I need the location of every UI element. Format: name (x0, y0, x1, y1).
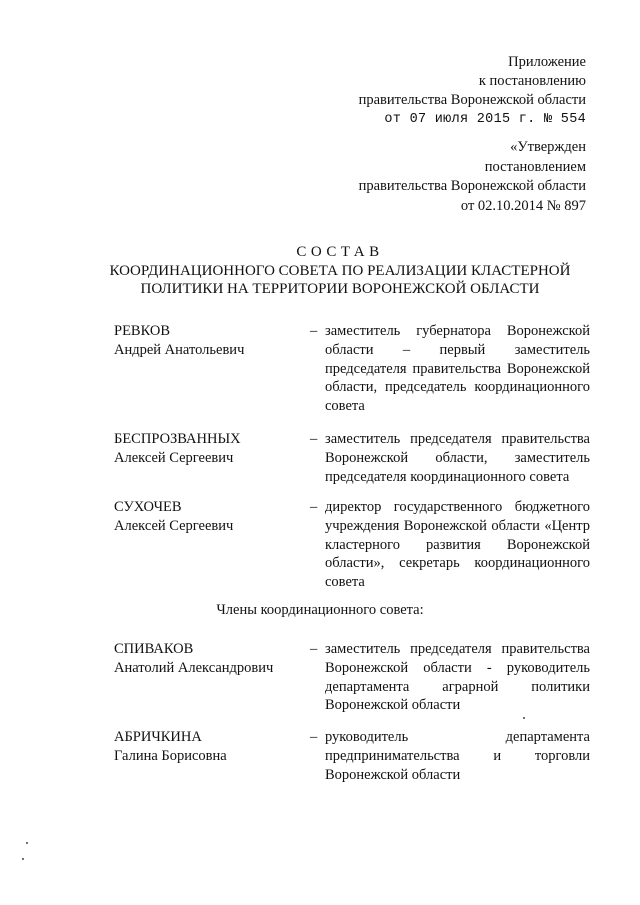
appendix-header (359, 53, 586, 129)
member-surname: БЕСПРОЗВАННЫХ (114, 431, 241, 447)
resolution-date-number: от 07 июля 2015 г. № 554 (384, 112, 586, 127)
title-word: СОСТАВ (296, 244, 384, 260)
dash-separator: – (310, 499, 318, 515)
dash-separator: – (310, 729, 318, 745)
document-title (90, 243, 590, 299)
member-given-name: Анатолий Александрович (114, 659, 274, 676)
member-name (114, 640, 304, 678)
dash-separator: – (310, 431, 318, 447)
approved-line-1: «Утвержден (510, 139, 586, 155)
approved-line-4: от 02.10.2014 № 897 (460, 197, 586, 214)
approved-block (359, 138, 586, 216)
member-role: заместитель председателя правительства Воронежской области, заместитель председателя координационного совета (325, 431, 590, 485)
member-surname: РЕВКОВ (114, 323, 171, 339)
member-given-name: Алексей Сергеевич (114, 517, 234, 534)
member-name (114, 498, 304, 536)
member-name (114, 728, 304, 766)
approved-line-3: правительства Воронежской области (358, 178, 586, 194)
dash-separator: – (310, 641, 318, 657)
member-name (114, 322, 304, 360)
dash-separator: – (310, 323, 318, 339)
member-surname: СПИВАКОВ (114, 641, 194, 657)
member-given-name: Галина Борисовна (114, 747, 227, 764)
scan-speck (26, 842, 28, 844)
to-resolution-label: к постановлению (478, 73, 586, 89)
member-role: заместитель губернатора Воронежской области – первый заместитель председателя правительства Воронежской области, председатель координационного совета (325, 323, 590, 415)
title-line-1: КООРДИНАЦИОННОГО СОВЕТА ПО РЕАЛИЗАЦИИ КЛАСТЕРНОЙ (109, 262, 571, 279)
member-role: заместитель председателя правительства Воронежской области - руководитель департамента аграрной политики Воронежской области (325, 641, 590, 714)
appendix-label: Приложение (508, 54, 586, 70)
members-heading: Члены координационного совета: (216, 602, 424, 618)
member-role: директор государственного бюджетного учреждения Воронежской области «Центр кластерного развития Воронежской области», секретарь координационного совета (325, 499, 590, 591)
member-given-name: Андрей Анатольевич (114, 341, 245, 358)
title-line-2: ПОЛИТИКИ НА ТЕРРИТОРИИ ВОРОНЕЖСКОЙ ОБЛАСТИ (140, 281, 540, 297)
approved-line-2: постановлением (484, 158, 586, 175)
member-surname: АБРИЧКИНА (114, 729, 202, 745)
scan-speck (523, 717, 525, 719)
member-role: руководитель департамента предпринимательства и торговли Воронежской области (325, 729, 590, 783)
member-surname: СУХОЧЕВ (114, 499, 182, 515)
member-given-name: Алексей Сергеевич (114, 449, 234, 466)
member-name (114, 430, 304, 468)
government-label: правительства Воронежской области (358, 92, 586, 108)
scan-speck (22, 858, 24, 860)
